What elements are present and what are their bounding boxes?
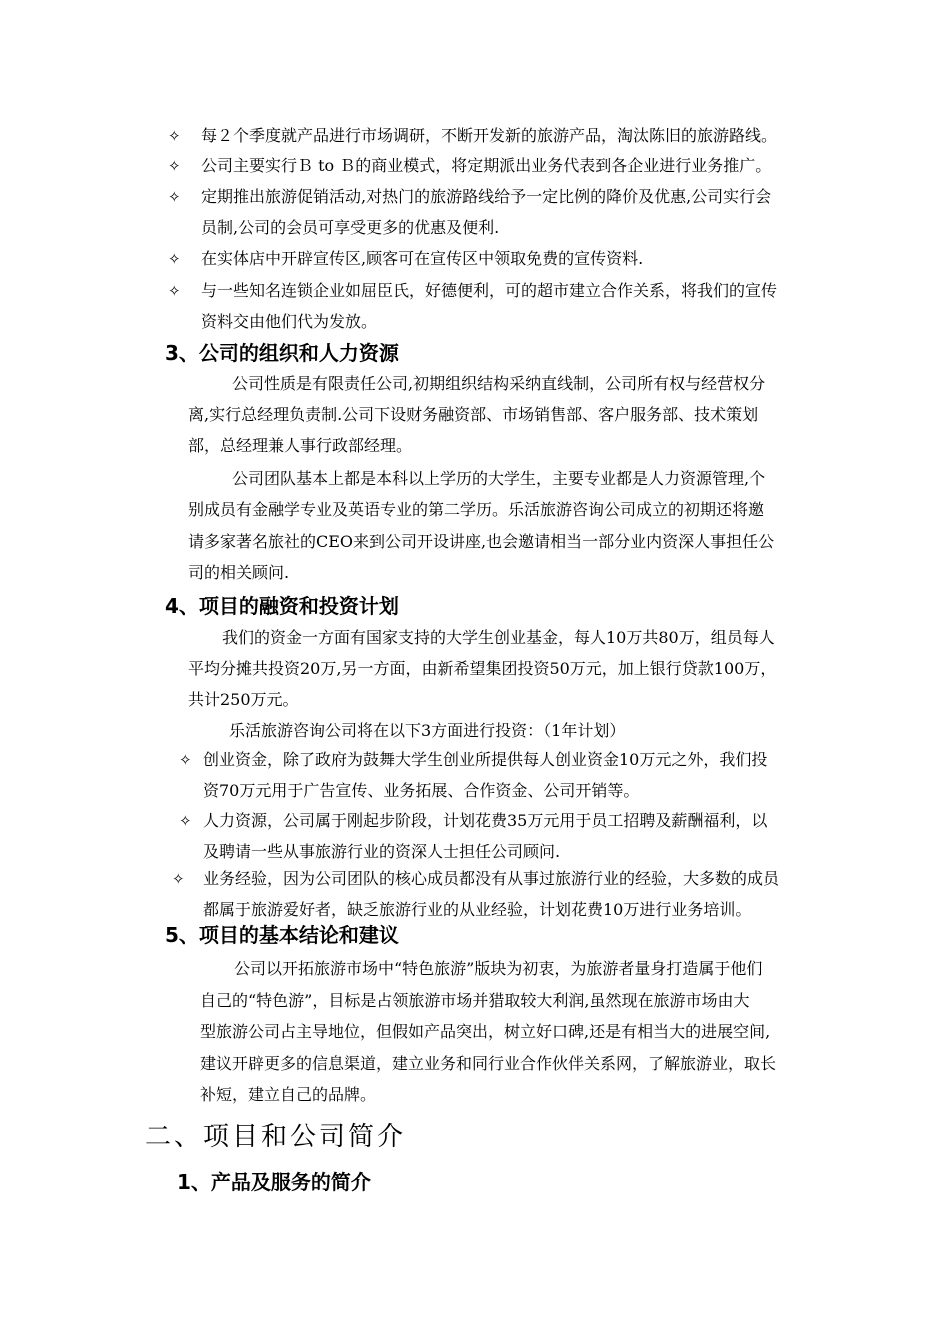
bullet-text: 在实体店中开辟宣传区,顾客可在宣传区中领取免费的宣传资料.	[201, 249, 644, 268]
bullet-text: 每２个季度就产品进行市场调研，不断开发新的旅游产品，淘汰陈旧的旅游路线。	[201, 126, 778, 145]
section-heading: 3、公司的组织和人力资源	[165, 341, 399, 365]
bullet-text: 人力资源，公司属于刚起步阶段，计划花费35万元用于员工招聘及薪酬福利，以	[203, 811, 768, 830]
paragraph-line: 乐活旅游咨询公司将在以下3方面进行投资：（1年计划）	[229, 721, 626, 740]
bullet-icon: ✧	[168, 282, 181, 300]
bullet-text: 公司主要实行Ｂ to Ｂ的商业模式，将定期派出业务代表到各企业进行业务推广。	[201, 156, 772, 175]
paragraph-line: 自己的“特色游”，目标是占领旅游市场并猎取较大利润,虽然现在旅游市场由大	[200, 991, 750, 1010]
bullet-icon: ✧	[168, 188, 181, 206]
paragraph-line: 公司以开拓旅游市场中“特色旅游”版块为初衷，为旅游者量身打造属于他们	[234, 959, 763, 978]
bullet-text: 业务经验，因为公司团队的核心成员都没有从事过旅游行业的经验，大多数的成员	[203, 869, 780, 888]
bullet-icon: ✧	[168, 157, 181, 175]
subsection-heading: 1、产品及服务的简介	[177, 1170, 371, 1194]
bullet-text: 及聘请一些从事旅游行业的资深人士担任公司顾问.	[203, 842, 561, 861]
bullet-icon: ✧	[179, 751, 192, 769]
paragraph-line: 补短，建立自己的品牌。	[200, 1085, 377, 1104]
paragraph-line: 平均分摊共投资20万,另一方面，由新希望集团投资50万元，加上银行贷款100万，	[188, 659, 777, 678]
bullet-text: 资料交由他们代为发放。	[201, 312, 378, 331]
paragraph-line: 建议开辟更多的信息渠道，建立业务和同行业合作伙伴关系网，了解旅游业，取长	[200, 1054, 777, 1073]
paragraph-line: 别成员有金融学专业及英语专业的第二学历。乐活旅游咨询公司成立的初期还将邀	[188, 500, 765, 519]
section-heading: 5、项目的基本结论和建议	[165, 923, 399, 947]
bullet-text: 与一些知名连锁企业如屈臣氏，好德便利，可的超市建立合作关系，将我们的宣传	[201, 281, 778, 300]
paragraph-line: 公司性质是有限责任公司,初期组织结构采纳直线制，公司所有权与经营权分	[232, 374, 766, 393]
bullet-text: 都属于旅游爱好者，缺乏旅游行业的从业经验，计划花费10万进行业务培训。	[203, 900, 752, 919]
bullet-text: 定期推出旅游促销活动,对热门的旅游路线给予一定比例的降价及优惠,公司实行会	[201, 187, 772, 206]
bullet-icon: ✧	[168, 250, 181, 268]
bullet-text: 创业资金，除了政府为鼓舞大学生创业所提供每人创业资金10万元之外，我们投	[203, 750, 768, 769]
paragraph-line: 共计250万元。	[188, 690, 299, 709]
paragraph-line: 司的相关顾问.	[188, 563, 290, 582]
chapter-heading: 二、项目和公司简介	[145, 1122, 407, 1152]
paragraph-line: 我们的资金一方面有国家支持的大学生创业基金，每人10万共80万，组员每人	[222, 628, 775, 647]
bullet-icon: ✧	[168, 127, 181, 145]
paragraph-line: 部，总经理兼人事行政部经理。	[188, 436, 413, 455]
paragraph-line: 公司团队基本上都是本科以上学历的大学生，主要专业都是人力资源管理,个	[232, 469, 766, 488]
paragraph-line: 请多家著名旅社的CEO来到公司开设讲座,也会邀请相当一部分业内资深人事担任公	[188, 532, 775, 551]
section-heading: 4、项目的融资和投资计划	[165, 594, 399, 618]
bullet-text: 员制,公司的会员可享受更多的优惠及便利.	[201, 218, 500, 237]
bullet-icon: ✧	[179, 812, 192, 830]
paragraph-line: 型旅游公司占主导地位，但假如产品突出，树立好口碑,还是有相当大的进展空间,	[200, 1022, 771, 1041]
paragraph-line: 离,实行总经理负责制.公司下设财务融资部、市场销售部、客户服务部、技术策划	[188, 405, 759, 424]
bullet-text: 资70万元用于广告宣传、业务拓展、合作资金、公司开销等。	[203, 781, 640, 800]
bullet-icon: ✧	[172, 870, 185, 888]
